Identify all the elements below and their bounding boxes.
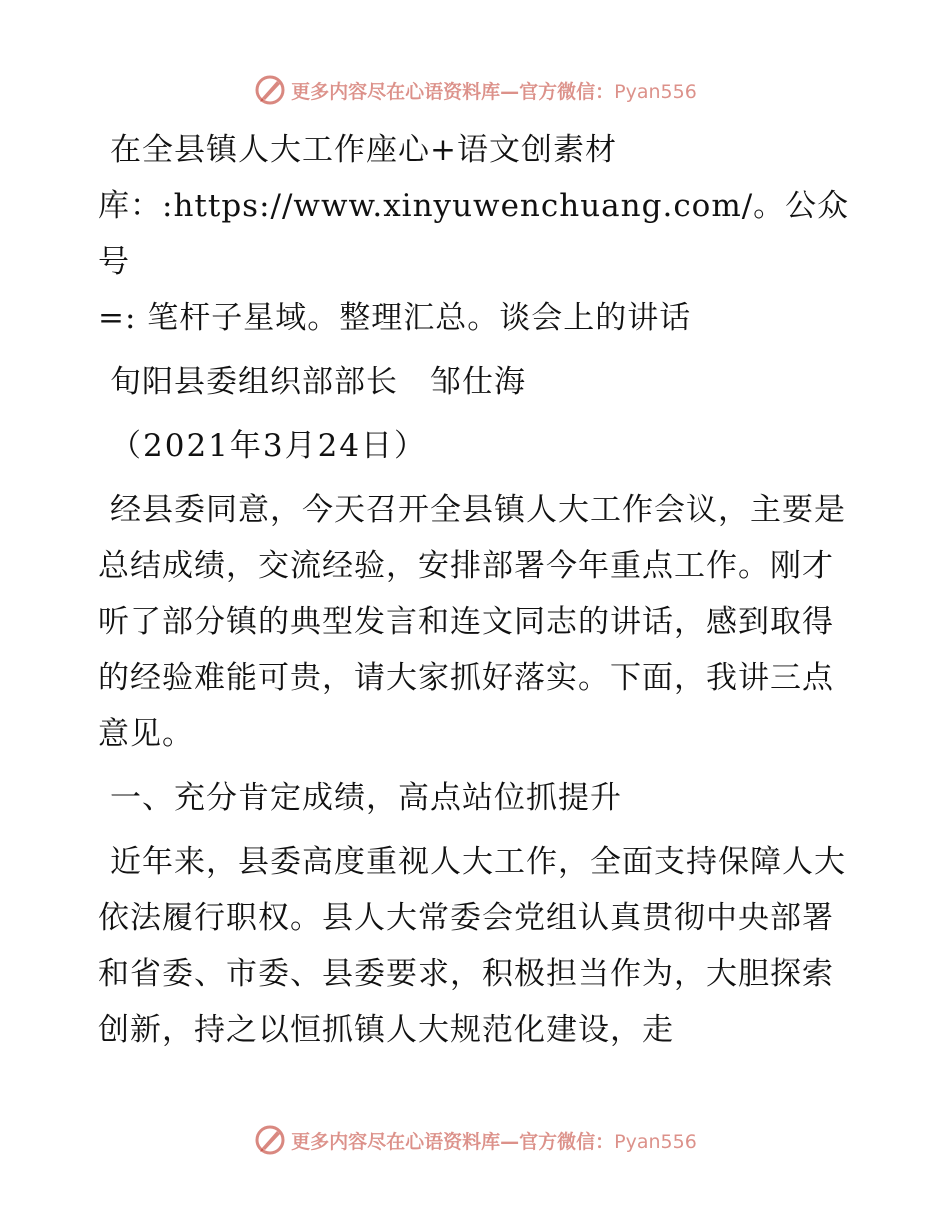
footer-watermark xyxy=(0,1120,950,1160)
title-line-1: 在全县镇人大工作座心+语文创素材 xyxy=(110,132,617,168)
paragraph-section-1: 近年来，县委高度重视人大工作，全面支持保障人大依法履行职权。县人大常委会党组认真贯彻中央部署和省委、市委、县委要求，积极担当作为，大胆探索创新，持之以恒抓镇人大规范化建设，走 xyxy=(98,844,846,1048)
pen-logo-icon xyxy=(253,73,287,107)
section-heading-1: 一、充分肯定成绩，高点站位抓提升 xyxy=(110,780,622,816)
title-line-3: =: 笔杆子星域。整理汇总。谈会上的讲话 xyxy=(98,300,692,336)
title-line-2: 库：:https://www.xinyuwenchuang.com/。公众号 xyxy=(98,188,850,280)
header-watermark xyxy=(0,70,950,110)
pen-logo-icon xyxy=(253,1123,287,1157)
watermark-text: 更多内容尽在心语资料库—官方微信：Pyan556 xyxy=(291,1130,697,1153)
date-line: （2021年3月24日） xyxy=(110,428,428,464)
watermark-text: 更多内容尽在心语资料库—官方微信：Pyan556 xyxy=(291,80,697,103)
speaker-line: 旬阳县委组织部部长 邹仕海 xyxy=(110,364,526,400)
document-body xyxy=(98,122,858,1066)
paragraph-intro: 经县委同意，今天召开全县镇人大工作会议，主要是总结成绩，交流经验，安排部署今年重点工作。刚才听了部分镇的典型发言和连文同志的讲话，感到取得的经验难能可贵，请大家抓好落实。下面，我讲三点意见。 xyxy=(98,492,846,752)
